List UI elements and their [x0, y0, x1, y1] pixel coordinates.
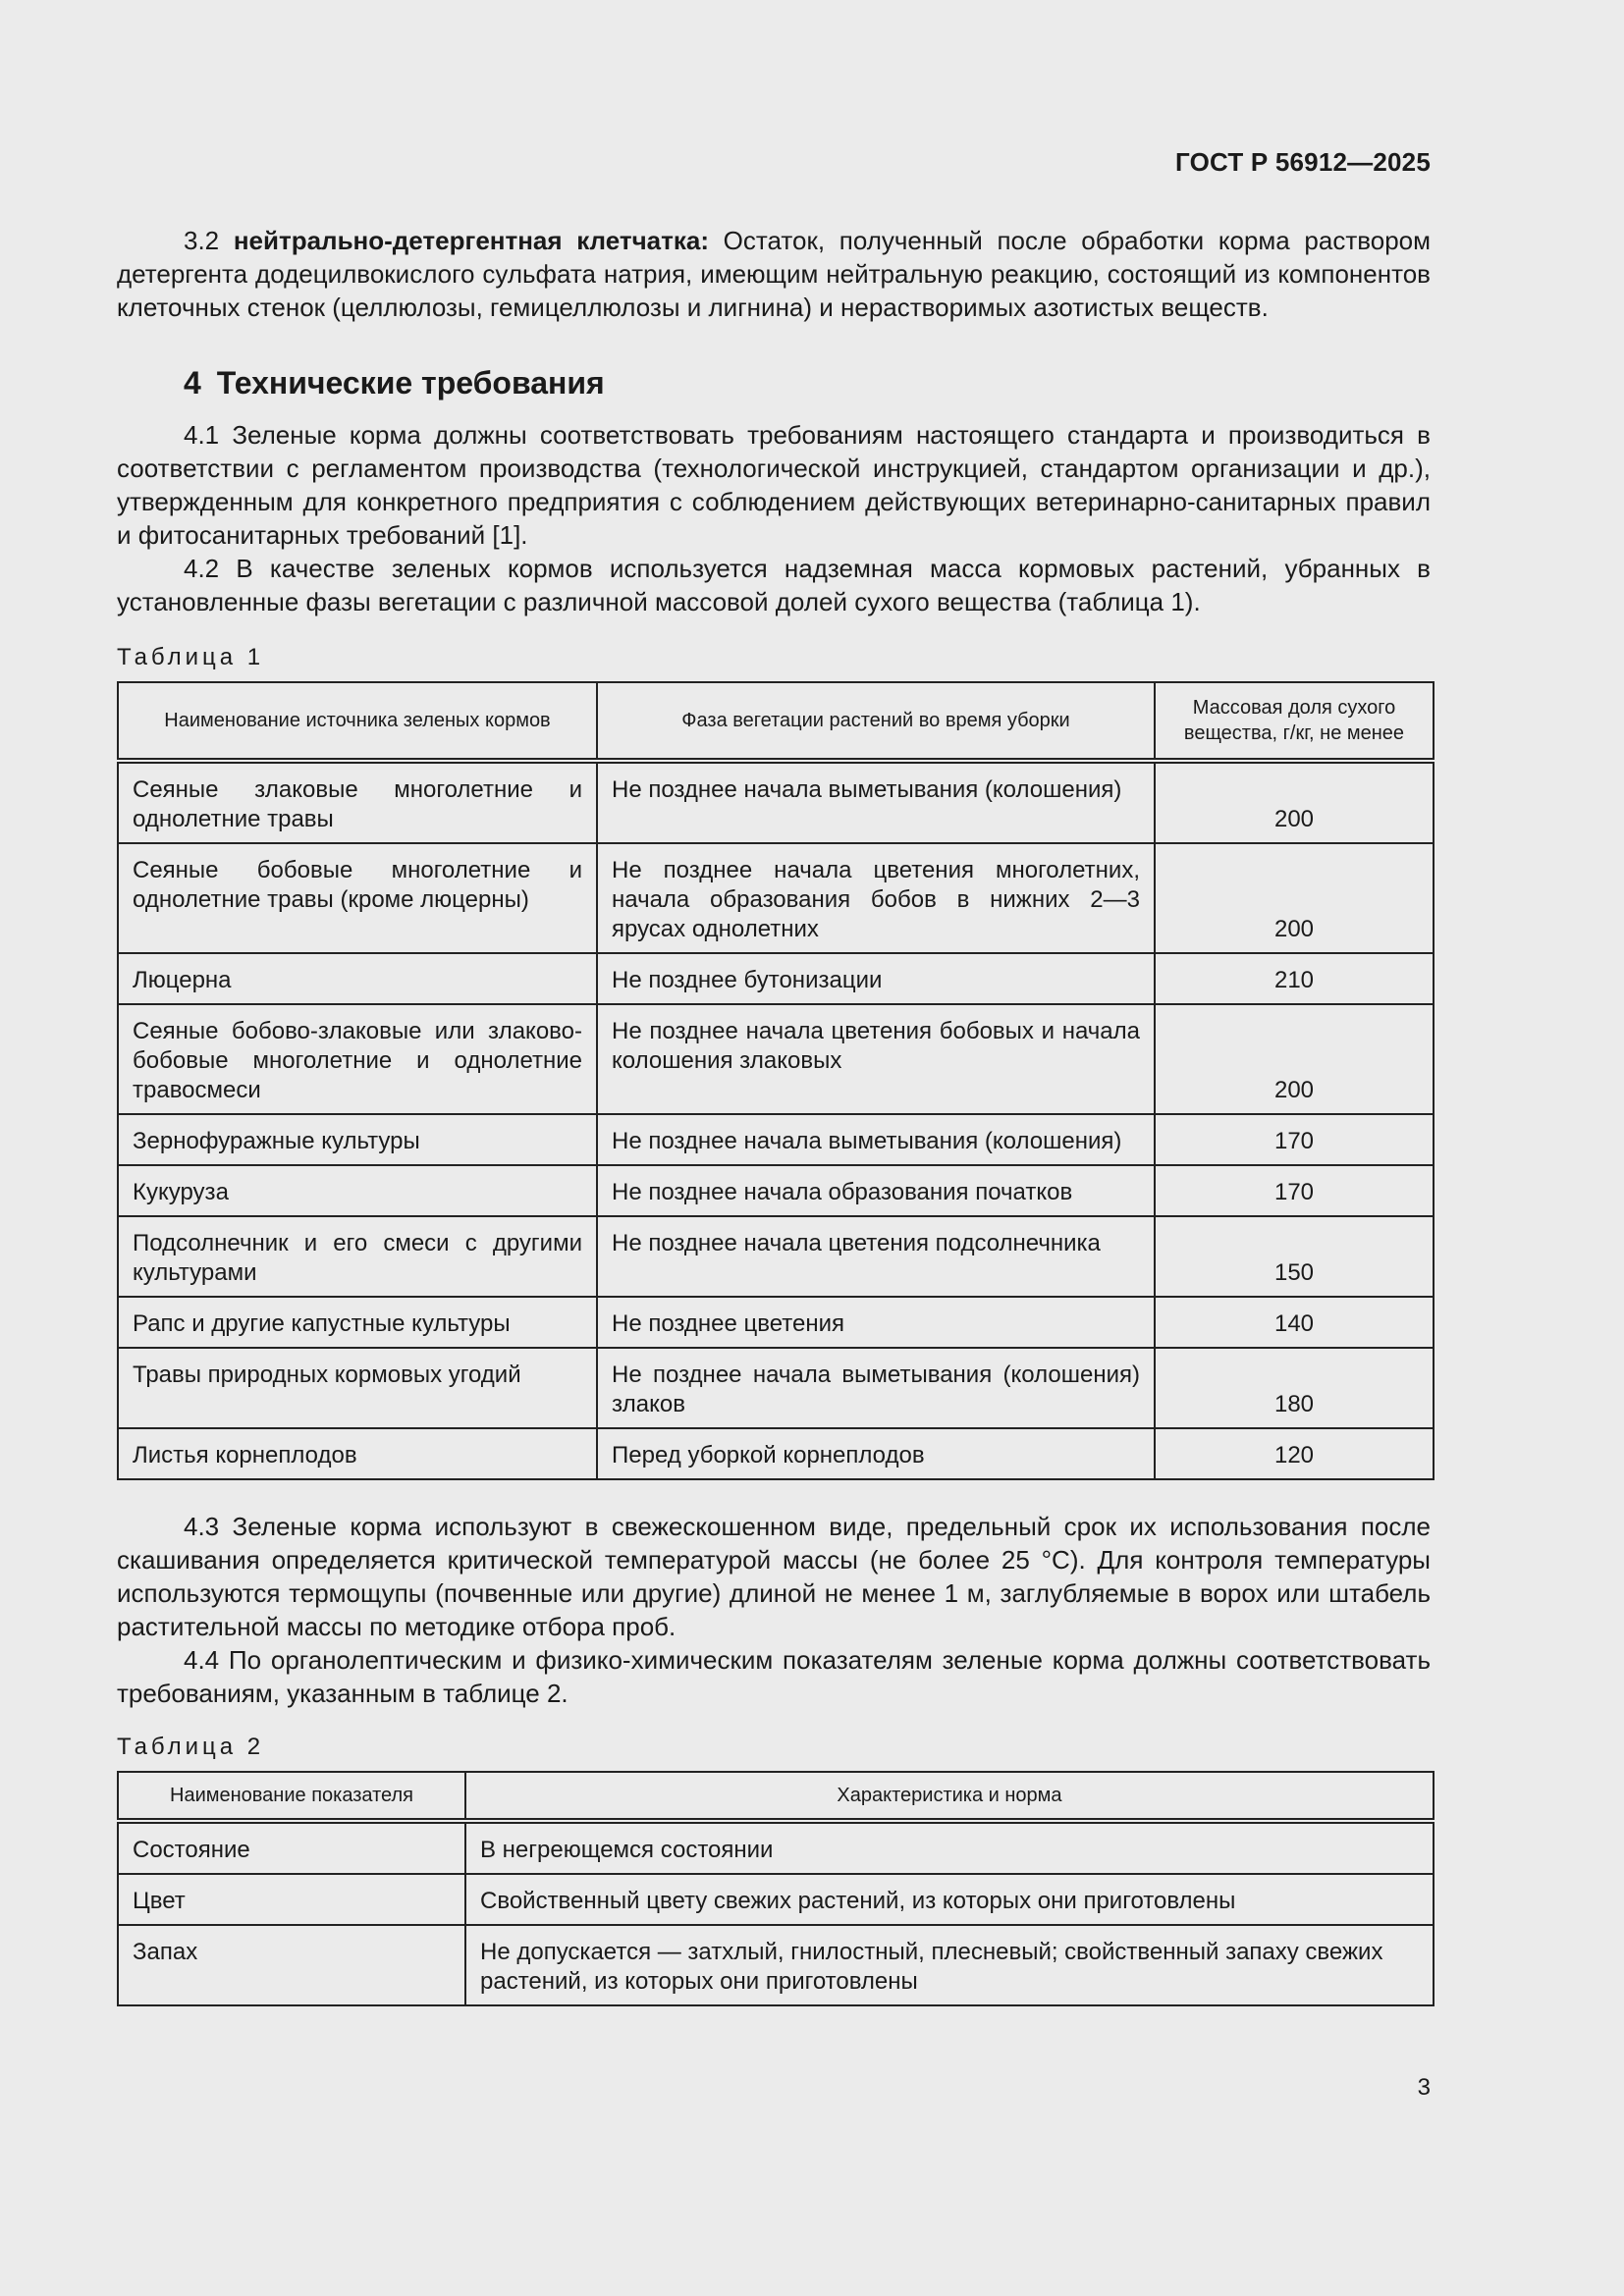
table-cell-value: 170 [1155, 1165, 1434, 1216]
table-cell-phase: Не позднее цветения [597, 1297, 1155, 1348]
table-row [118, 761, 1434, 843]
table-row [118, 1004, 1434, 1114]
table-1-header-phase: Фаза вегетации растений во время уборки [597, 682, 1155, 761]
clause-3-2-text: Остаток, полученный после обработки корма раствором детергента додецилвокислого сульфата натрия, имеющим нейтральную реакцию, состоящий из компонентов клеточных стенок (целлюлозы, гемицеллюлозы и лигнина) и нерастворимых азотистых веществ. [117, 226, 1431, 322]
table-2-header-value: Характеристика и норма [465, 1772, 1434, 1821]
table-cell-phase: Перед уборкой корнеплодов [597, 1428, 1155, 1479]
table-1-header-name: Наименование источника зеленых кормов [118, 682, 597, 761]
table-cell-value: Свойственный цвету свежих растений, из которых они приготовлены [465, 1874, 1434, 1925]
table-cell-name: Сеяные бобово-злаковые или злаково-бобовые многолетние и однолетние травосмеси [118, 1004, 597, 1114]
table-cell-name: Травы природных кормовых угодий [118, 1348, 597, 1428]
table-row [118, 1216, 1434, 1297]
table-row [118, 1821, 1434, 1874]
table-row [118, 953, 1434, 1004]
table-row [118, 843, 1434, 953]
clause-4-2: 4.2 В качестве зеленых кормов используется надземная масса кормовых растений, убранных в установленные фазы вегетации с различной массовой долей сухого вещества (таблица 1). [117, 554, 1431, 616]
table-1-header-row [118, 682, 1434, 761]
table-row [118, 1348, 1434, 1428]
table-cell-name: Кукуруза [118, 1165, 597, 1216]
clause-4-1: 4.1 Зеленые корма должны соответствовать требованиям настоящего стандарта и производиться в соответствии с регламентом производства (технологической инструкцией, стандартом организации и др.), утвержденным для конкретного предприятия с соблюдением действующих ветеринарно-санитарных правил и фитосанитарных требований [1]. [117, 420, 1431, 550]
table-cell-phase: Не позднее начала образования початков [597, 1165, 1155, 1216]
table-cell-phase: Не позднее начала выметывания (колошения) злаков [597, 1348, 1155, 1428]
clause-3-2 [117, 224, 1431, 324]
clause-3-2-term: нейтрально-детергентная клетчатка: [233, 226, 709, 255]
table-cell-name: Запах [118, 1925, 465, 2005]
table-cell-name: Цвет [118, 1874, 465, 1925]
table-cell-phase: Не позднее начала цветения подсолнечника [597, 1216, 1155, 1297]
table-2-caption: Таблица 2 [117, 1734, 265, 1760]
section-4-title: Технические требования [216, 365, 605, 400]
table-1 [117, 681, 1435, 1480]
table-cell-value: 180 [1155, 1348, 1434, 1428]
table-cell-value: 170 [1155, 1114, 1434, 1165]
table-cell-value: 150 [1155, 1216, 1434, 1297]
table-cell-value: 120 [1155, 1428, 1434, 1479]
table-cell-name: Сеяные злаковые многолетние и однолетние травы [118, 761, 597, 843]
standard-code: ГОСТ Р 56912—2025 [1175, 147, 1431, 177]
table-cell-name: Люцерна [118, 953, 597, 1004]
table-cell-value: В негреющемся состоянии [465, 1821, 1434, 1874]
table-cell-phase: Не позднее начала цветения многолетних, начала образования бобов в нижних 2—3 ярусах однолетних [597, 843, 1155, 953]
table-cell-phase: Не позднее начала цветения бобовых и начала колошения злаковых [597, 1004, 1155, 1114]
table-cell-name: Листья корнеплодов [118, 1428, 597, 1479]
table-row [118, 1874, 1434, 1925]
table-cell-name: Сеяные бобовые многолетние и однолетние травы (кроме люцерны) [118, 843, 597, 953]
page-content [117, 224, 1431, 2006]
table-row [118, 1428, 1434, 1479]
table-cell-name: Состояние [118, 1821, 465, 1874]
table-1-header-value: Массовая доля сухого вещества, г/кг, не менее [1155, 682, 1434, 761]
clause-4-3: 4.3 Зеленые корма используют в свежескошенном виде, предельный срок их использования после скашивания определяется критической температурой массы (не более 25 °С). Для контроля температуры используются термощупы (почвенные или другие) длиной не менее 1 м, заглубляемые в ворох или штабель растительной массы по методике отбора проб. [117, 1512, 1431, 1641]
table-cell-phase: Не позднее начала выметывания (колошения) [597, 1114, 1155, 1165]
table-row [118, 1925, 1434, 2005]
table-cell-name: Зернофуражные культуры [118, 1114, 597, 1165]
table-cell-name: Рапс и другие капустные культуры [118, 1297, 597, 1348]
table-row [118, 1114, 1434, 1165]
table-row [118, 1297, 1434, 1348]
table-cell-value: 140 [1155, 1297, 1434, 1348]
table-cell-phase: Не позднее начала выметывания (колошения) [597, 761, 1155, 843]
table-cell-value: 200 [1155, 1004, 1434, 1114]
table-cell-value: 200 [1155, 761, 1434, 843]
table-2 [117, 1771, 1435, 2006]
table-cell-phase: Не позднее бутонизации [597, 953, 1155, 1004]
page-number: 3 [1417, 2074, 1431, 2101]
table-row [118, 1165, 1434, 1216]
table-cell-value: 200 [1155, 843, 1434, 953]
section-4-heading [184, 363, 1431, 402]
table-cell-name: Подсолнечник и его смеси с другими культурами [118, 1216, 597, 1297]
clause-3-2-number: 3.2 [184, 226, 220, 255]
table-cell-value: 210 [1155, 953, 1434, 1004]
section-4-number: 4 [184, 365, 201, 400]
table-2-header-name: Наименование показателя [118, 1772, 465, 1821]
table-cell-value: Не допускается — затхлый, гнилостный, плесневый; свойственный запаху свежих растений, из которых они приготовлены [465, 1925, 1434, 2005]
table-1-caption: Таблица 1 [117, 644, 265, 670]
clause-4-4: 4.4 По органолептическим и физико-химическим показателям зеленые корма должны соответствовать требованиям, указанным в таблице 2. [117, 1645, 1431, 1708]
table-2-header-row [118, 1772, 1434, 1821]
